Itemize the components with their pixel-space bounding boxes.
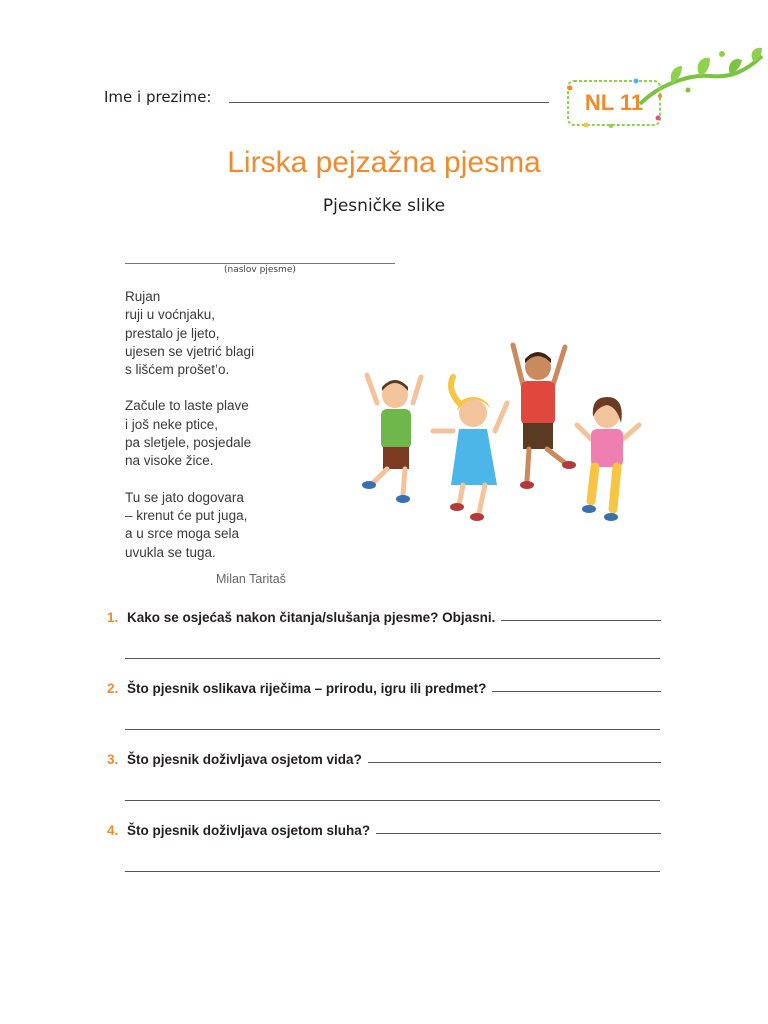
kid-boy-red-icon — [513, 345, 576, 489]
question-3 — [107, 752, 661, 767]
poem-line: uvukla se tuga. — [125, 544, 216, 560]
kid-boy-green-icon — [362, 375, 421, 503]
poem-title-input-line[interactable] — [125, 263, 395, 264]
answer-line[interactable] — [125, 658, 660, 659]
kid-girl-blue-icon — [433, 377, 507, 521]
poem-line: – krenut će put juga, — [125, 507, 248, 523]
answer-line[interactable] — [376, 833, 661, 834]
poem-line: i još neke ptice, — [125, 416, 219, 432]
answer-line[interactable] — [125, 871, 660, 872]
answer-line[interactable] — [492, 691, 661, 692]
poem-text — [125, 288, 254, 580]
answer-line[interactable] — [125, 800, 660, 801]
poem-line: Rujan — [125, 289, 161, 304]
poem-line: Tu se jato dogovara — [125, 489, 244, 505]
poem-line: a u srce moga sela — [125, 526, 240, 542]
poem-line: prestalo je ljeto, — [125, 325, 220, 341]
page-subtitle: Pjesničke slike — [322, 196, 446, 216]
question-number: 4. — [107, 823, 119, 838]
poem-line: na visoke žice. — [125, 453, 214, 469]
poem-line: Začule to laste plave — [125, 398, 249, 414]
poem-line: pa sletjele, posjedale — [125, 435, 252, 451]
question-text: Što pjesnik oslikava riječima – prirodu, igru ili predmet? — [127, 681, 487, 696]
worksheet-badge — [566, 78, 662, 128]
name-label: Ime i prezime: — [104, 88, 212, 106]
poem-line: s lišćem prošet’o. — [125, 362, 230, 378]
poem-author: Milan Taritaš — [216, 572, 286, 586]
jumping-children-illustration — [355, 333, 655, 543]
badge-label: NL 11 — [584, 90, 644, 115]
question-number: 3. — [107, 752, 119, 767]
poem-line: ruji u voćnjaku, — [125, 307, 216, 323]
question-2 — [107, 681, 661, 696]
poem-line: ujesen se vjetrić blagi — [125, 343, 255, 359]
question-text: Što pjesnik doživljava osjetom vida? — [127, 752, 362, 767]
question-number: 2. — [107, 681, 119, 696]
question-1 — [107, 610, 661, 625]
answer-line[interactable] — [501, 620, 661, 621]
page-title: Lirska pejzažna pjesma — [227, 146, 541, 179]
poem-stanza — [125, 489, 254, 562]
question-number: 1. — [107, 610, 119, 625]
poem-title-caption: (naslov pjesme) — [224, 265, 296, 275]
name-input-line[interactable] — [229, 102, 549, 103]
question-text: Što pjesnik doživljava osjetom sluha? — [127, 823, 371, 838]
question-text: Kako se osjećaš nakon čitanja/slušanja pjesme? Objasni. — [127, 610, 496, 625]
poem-stanza — [125, 397, 254, 470]
answer-line[interactable] — [368, 762, 661, 763]
answer-line[interactable] — [125, 729, 660, 730]
kid-girl-pink-icon — [577, 397, 639, 521]
question-4 — [107, 823, 661, 838]
poem-stanza — [125, 288, 254, 379]
